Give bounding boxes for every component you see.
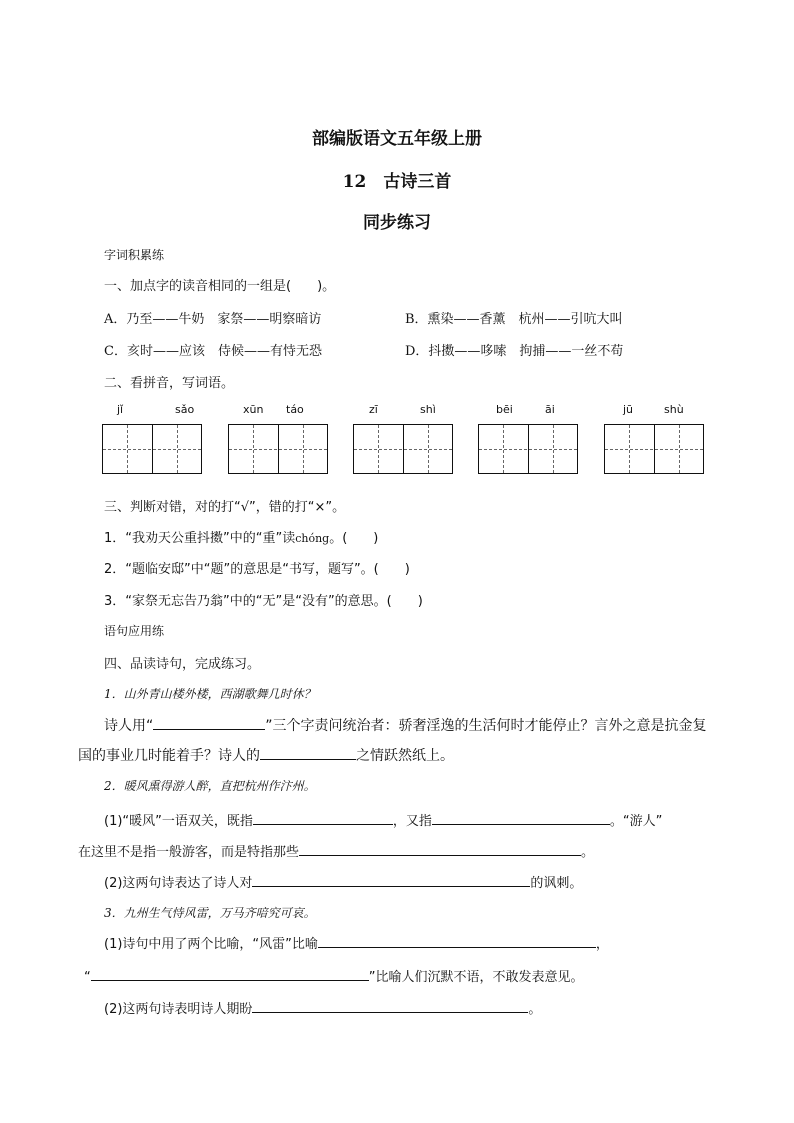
pinyin-label: jū [623,403,634,416]
pinyin-label: táo [286,403,304,416]
option-b: B．熏染——香薰 杭州——引吭大叫 [405,312,623,327]
answer-line: (2)这两句诗表达了诗人对 的讽刺。 [104,872,582,891]
answer-line: (1)诗句中用了两个比喻，“风雷”比喻 ， [104,933,609,952]
page-title: 部编版语文五年级上册 [312,129,482,149]
answer-blank[interactable] [252,998,528,1013]
pinyin-label: shù [664,403,684,416]
judge-item-1: 1．“我劝天公重抖擞”中的“重”读chóng。( ) [104,531,379,546]
answer-line: 在这里不是指一般游客，而是特指那些 。 [78,841,594,860]
writing-grid[interactable] [353,424,453,474]
writing-grid[interactable] [604,424,704,474]
answer-blank[interactable] [253,810,393,825]
question-3: 三、判断对错，对的打“√”，错的打“×”。 [104,500,346,515]
pinyin-label: xūn [243,403,264,416]
answer-line: (2)这两句诗表明诗人期盼 。 [104,998,541,1017]
pinyin-label: sǎo [175,403,195,416]
option-a: A．乃至——牛奶 家祭——明察暗访 [104,312,322,327]
writing-grid[interactable] [228,424,328,474]
lesson-title: 12 古诗三首 [342,172,452,192]
writing-grid[interactable] [102,424,202,474]
answer-line: 国的事业几时能着手？诗人的 之情跃然纸上。 [78,745,454,765]
pinyin-label: shì [420,403,436,416]
answer-blank[interactable] [153,715,265,730]
judge-item-3: 3．“家祭无忘告乃翁”中的“无”是“没有”的意思。( ) [104,594,423,609]
question-1: 一、加点字的读音相同的一组是( )。 [104,279,336,294]
section-heading-sentence: 语句应用练 [104,624,165,638]
answer-line: (1)“暖风”一语双关，既指 ，又指 。“游人” [104,810,662,829]
answer-blank[interactable] [432,810,610,825]
poem-line-1: 1．山外青山楼外楼，西湖歌舞几时休？ [104,687,316,701]
answer-blank[interactable] [299,841,581,856]
answer-blank[interactable] [260,745,356,760]
option-d: D．抖擞——哆嗦 拘捕——一丝不苟 [405,344,624,359]
question-4: 四、品读诗句，完成练习。 [104,657,261,672]
option-c: C．亥时——应该 侍候——有恃无恐 [104,344,322,359]
answer-blank[interactable] [318,933,596,948]
question-2: 二、看拼音，写词语。 [104,376,235,391]
subtitle: 同步练习 [363,213,431,233]
pinyin-label: bēi [496,403,513,416]
answer-blank[interactable] [91,966,369,981]
answer-blank[interactable] [252,872,530,887]
poem-line-2: 2．暖风熏得游人醉，直把杭州作汴州。 [104,779,316,793]
section-heading-vocab: 字词积累练 [104,248,165,262]
writing-grid[interactable] [478,424,578,474]
judge-item-2: 2．“题临安邸”中“题”的意思是“书写，题写”。( ) [104,562,410,577]
pinyin-label: jǐ [117,403,124,416]
pinyin-label: āi [545,403,555,416]
pinyin-label: zī [369,403,378,416]
poem-line-3: 3．九州生气恃风雷，万马齐喑究可哀。 [104,906,316,920]
answer-line: 诗人用“ ”三个字责问统治者：骄奢淫逸的生活何时才能停止？言外之意是抗金复 [104,715,707,735]
answer-line: “ ”比喻人们沉默不语，不敢发表意见。 [84,966,584,985]
